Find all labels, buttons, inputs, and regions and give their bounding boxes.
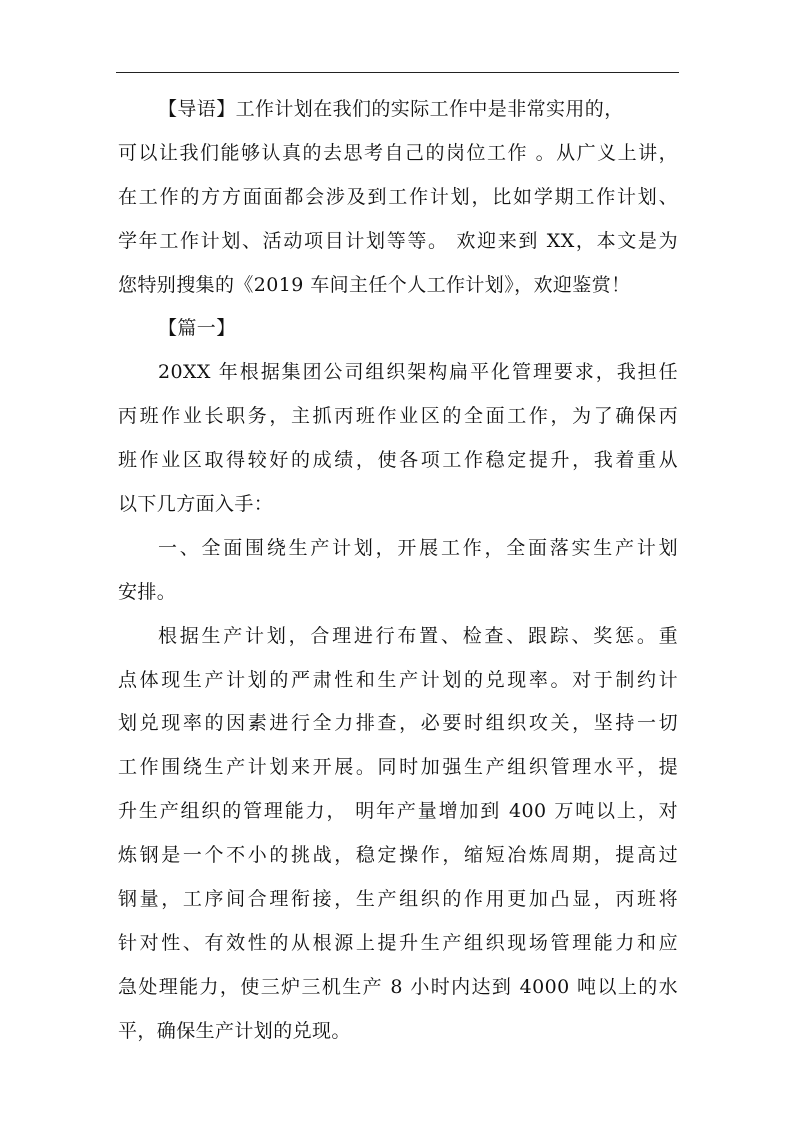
text-line: 以下几方面入手：	[118, 493, 274, 516]
text-line: 急处理能力，使三炉三机生产 8 小时内达到 4000 吨以上的水	[118, 975, 678, 998]
text-line: 炼钢是一个不小的挑战，稳定操作，缩短冶炼周期，提高过	[118, 844, 678, 867]
text-line: 划兑现率的因素进行全力排查，必要时组织攻关，坚持一切	[118, 712, 678, 735]
text-line: 【篇一】	[158, 317, 236, 340]
text-line: 升生产组织的管理能力， 明年产量增加到 400 万吨以上，对	[118, 800, 678, 823]
text-line: 钢量，工序间合理衔接，生产组织的作用更加凸显，丙班将	[118, 888, 678, 911]
text-line: 丙班作业长职务，主抓丙班作业区的全面工作，为了确保丙	[118, 405, 678, 428]
text-line: 学年工作计划、活动项目计划等等。 欢迎来到 XX，本文是为	[118, 229, 678, 252]
text-line: 在工作的方方面面都会涉及到工作计划，比如学期工作计划、	[118, 185, 678, 208]
text-line: 根据生产计划，合理进行布置、检查、跟踪、奖惩。重	[158, 624, 678, 647]
text-line: 一、全面围绕生产计划，开展工作，全面落实生产计划	[158, 536, 678, 559]
text-line: 20XX 年根据集团公司组织架构扁平化管理要求，我担任	[158, 361, 678, 384]
text-line: 【导语】工作计划在我们的实际工作中是非常实用的，	[158, 98, 624, 120]
text-line: 班作业区取得较好的成绩，使各项工作稳定提升，我着重从	[118, 449, 678, 472]
document-body	[118, 88, 678, 1054]
text-line: 您特别搜集的《2019 车间主任个人工作计划》，欢迎鉴赏！	[118, 273, 631, 296]
text-line: 针对性、有效性的从根源上提升生产组织现场管理能力和应	[118, 931, 678, 954]
text-line: 安排。	[118, 580, 177, 603]
text-line: 可以让我们能够认真的去思考自己的岗位工作 。从广义上讲，	[118, 141, 678, 164]
text-line: 平，确保生产计划的兑现。	[118, 1019, 351, 1042]
header-rule	[116, 72, 679, 73]
text-line: 工作围绕生产计划来开展。同时加强生产组织管理水平，提	[118, 756, 678, 779]
text-line: 点体现生产计划的严肃性和生产计划的兑现率。对于制约计	[118, 668, 678, 691]
